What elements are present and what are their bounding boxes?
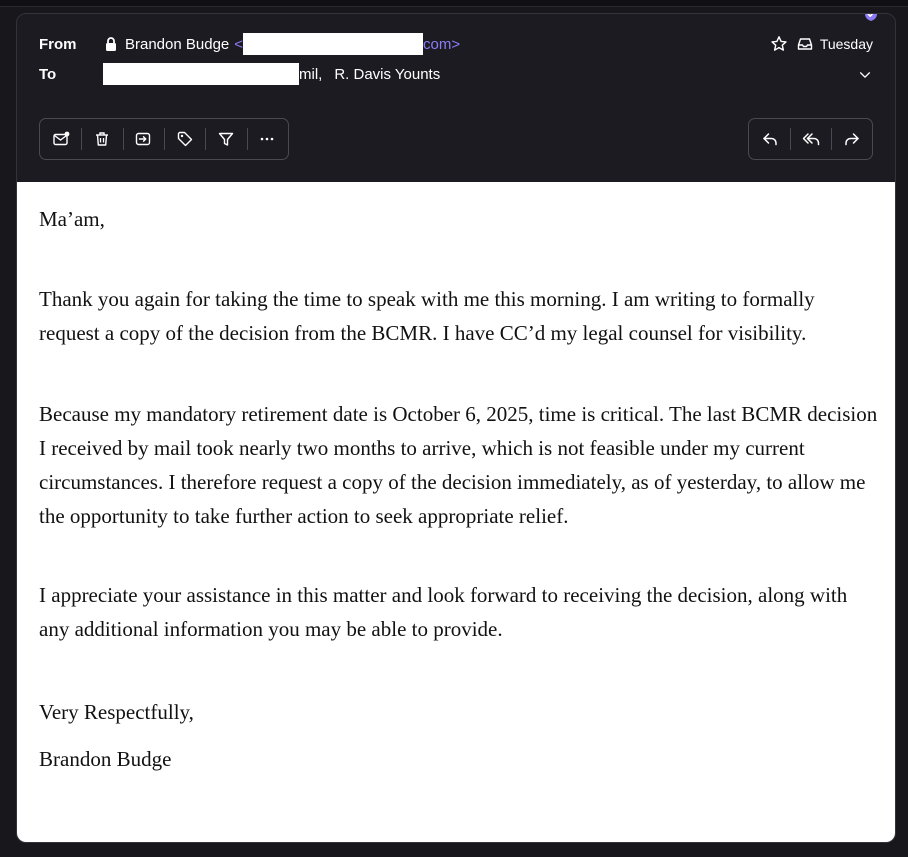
body-paragraph-1: Thank you again for taking the time to speak with me this morning. I am writing to formally request a copy of the decision from the BCMR. I have CC’d my legal counsel for visibility. bbox=[39, 287, 815, 345]
from-label: From bbox=[39, 35, 77, 53]
to-row bbox=[39, 63, 440, 85]
email-body bbox=[17, 182, 895, 842]
redaction-box bbox=[103, 63, 299, 85]
filter-button[interactable] bbox=[205, 119, 246, 159]
sender-name[interactable]: Brandon Budge bbox=[125, 35, 230, 53]
recipient-1-suffix[interactable]: mil, bbox=[299, 65, 323, 83]
body-paragraph-2: Because my mandatory retirement date is October 6, 2025, time is critical. The last BCMR decision I received by mail took nearly two months to arrive, which is not feasible under my current circumstances. I therefore request a copy of the decision immediately, as of yesterday, to allow me the opportunity to take further action to seek appropriate relief. bbox=[39, 402, 878, 528]
inbox-icon[interactable] bbox=[796, 35, 814, 53]
forward-icon bbox=[843, 130, 861, 148]
redaction-box bbox=[243, 33, 423, 55]
salutation: Ma’am, bbox=[39, 207, 105, 231]
message-actions-toolbar bbox=[39, 118, 289, 160]
reply-all-icon bbox=[802, 130, 820, 148]
forward-button[interactable] bbox=[831, 119, 872, 159]
move-button[interactable] bbox=[123, 119, 164, 159]
body-paragraph-3: I appreciate your assistance in this matter and look forward to receiving the decision, along with any additional information you may be able to provide. bbox=[39, 583, 848, 641]
chevron-down-icon[interactable] bbox=[857, 67, 873, 83]
verified-shield-icon bbox=[863, 13, 879, 22]
more-dots-icon bbox=[258, 130, 276, 148]
label-button[interactable] bbox=[164, 119, 205, 159]
reply-icon bbox=[761, 130, 779, 148]
mail-dot-icon bbox=[52, 130, 70, 148]
tag-icon bbox=[176, 130, 194, 148]
move-to-folder-icon bbox=[134, 130, 152, 148]
closing: Very Respectfully, bbox=[39, 700, 194, 724]
star-icon[interactable] bbox=[770, 35, 788, 53]
from-row bbox=[39, 33, 460, 55]
recipient-2[interactable]: R. Davis Younts bbox=[334, 65, 441, 83]
delete-button[interactable] bbox=[81, 119, 122, 159]
filter-icon bbox=[217, 130, 235, 148]
reply-button[interactable] bbox=[749, 119, 790, 159]
sender-email-suffix: com> bbox=[423, 35, 461, 53]
reply-toolbar bbox=[748, 118, 873, 160]
message-date: Tuesday bbox=[819, 36, 873, 52]
trash-icon bbox=[93, 130, 111, 148]
reply-all-button[interactable] bbox=[790, 119, 831, 159]
message-meta bbox=[762, 33, 873, 55]
top-strip bbox=[0, 0, 908, 7]
email-view bbox=[16, 13, 896, 843]
sender-email-prefix: < bbox=[234, 35, 244, 53]
more-button[interactable] bbox=[247, 119, 288, 159]
email-header bbox=[17, 14, 895, 182]
mark-unread-button[interactable] bbox=[40, 119, 81, 159]
lock-icon bbox=[103, 36, 119, 52]
sender-email[interactable] bbox=[234, 33, 460, 55]
to-label: To bbox=[39, 65, 57, 83]
signature: Brandon Budge bbox=[39, 747, 172, 771]
